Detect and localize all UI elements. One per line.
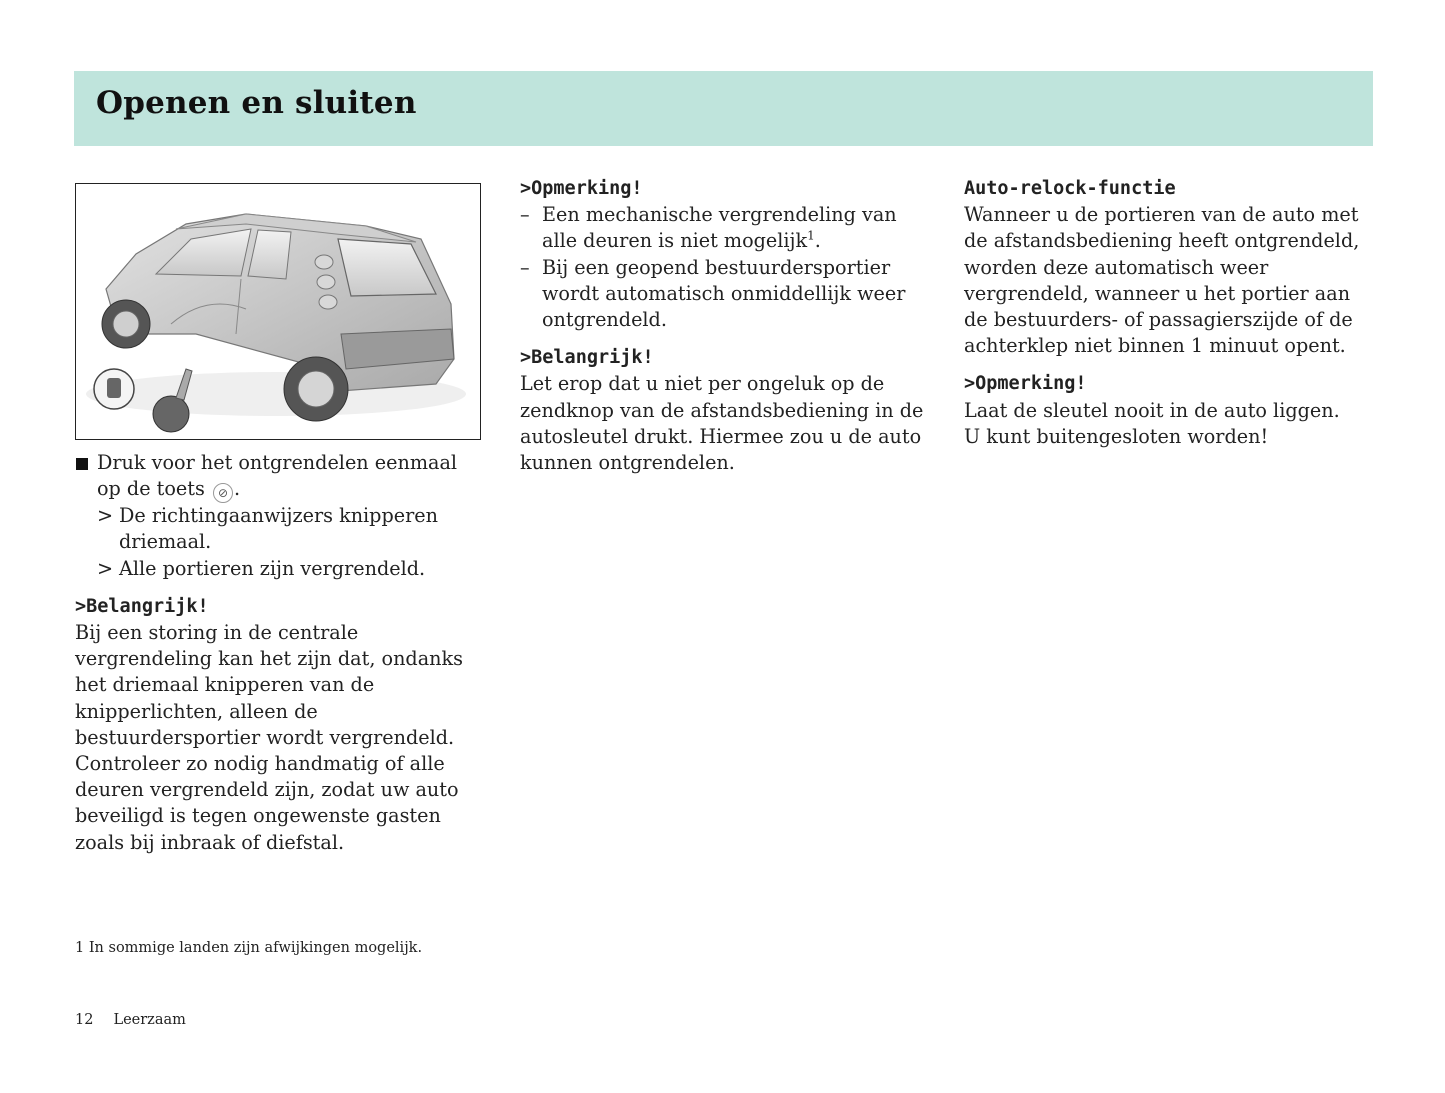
instruction-end: .: [233, 477, 241, 501]
car-rear-with-key-illustration: [76, 184, 479, 438]
column-middle: [520, 176, 930, 476]
note-line: Laat de sleutel nooit in de auto liggen.: [964, 398, 1340, 422]
important-heading: >Belangrijk!: [520, 347, 654, 369]
dash-marker: –: [520, 203, 530, 227]
note-heading: >Opmerking!: [964, 373, 1087, 395]
note-heading: >Opmerking!: [520, 178, 643, 199]
relock-heading: Auto-relock-functie: [964, 178, 1176, 199]
column-left: [75, 176, 485, 856]
instruction-step: [75, 450, 485, 503]
bullet-square-icon: [76, 458, 88, 470]
important-heading: >Belangrijk!: [75, 595, 209, 617]
car-illustration: [75, 183, 481, 440]
instruction-text: Druk voor het ontgrendelen eenmaal op de toets: [97, 451, 458, 501]
important-text: Bij een storing in de centrale vergrendeling kan het zijn dat, ondanks het driemaal knipperen van de knipperlichten, alleen de bestuurdersportier wordt vergrendeld. Controleer zo nodig handmatig of alle deuren vergrendeld zijn, zodat uw auto beveiligd is tegen ongewenste gasten zoals bij inbraak of diefstal.: [75, 621, 463, 854]
page-title: Openen en sluiten: [96, 85, 417, 121]
result-item: [75, 503, 485, 555]
relock-text: Wanneer u de portieren van de auto met de afstandsbediening heeft ontgrendeld, worden deze automatisch weer vergrendeld, wanneer u het portier aan de bestuurders- of passagierszijde of de achterklep niet binnen 1 minuut opent.: [964, 203, 1360, 358]
result-item: [75, 556, 485, 582]
footnote: 1 In sommige landen zijn afwijkingen mogelijk.: [75, 940, 423, 956]
note-line: U kunt buitengesloten worden!: [964, 424, 1269, 448]
note-item-text: Bij een geopend bestuurdersportier wordt automatisch onmiddellijk weer ontgrendeld.: [542, 255, 906, 332]
note-item-text: Een mechanische vergrendeling van alle deuren is niet mogelijk: [542, 203, 897, 253]
note-item-end: .: [814, 229, 821, 253]
section-name: Leerzaam: [113, 1012, 186, 1028]
dash-marker: –: [520, 255, 530, 279]
page-number: 12: [75, 1012, 94, 1028]
unlock-key-icon: ⊘: [213, 483, 233, 503]
result-text: Alle portieren zijn vergrendeld.: [119, 556, 426, 580]
header-band: [74, 71, 1373, 146]
footnote-ref: 1: [807, 229, 815, 244]
column-right: [964, 176, 1374, 450]
result-text: De richtingaanwijzers knipperen driemaal.: [119, 504, 438, 554]
note-item: [520, 202, 930, 254]
result-marker: >: [97, 556, 114, 580]
result-marker: >: [97, 504, 114, 528]
note-item: [520, 255, 930, 334]
page-footer: [75, 1012, 186, 1028]
important-text: Let erop dat u niet per ongeluk op de zendknop van de afstandsbediening in de autosleutel drukt. Hiermee zou u de auto kunnen ontgrendelen.: [520, 372, 924, 475]
